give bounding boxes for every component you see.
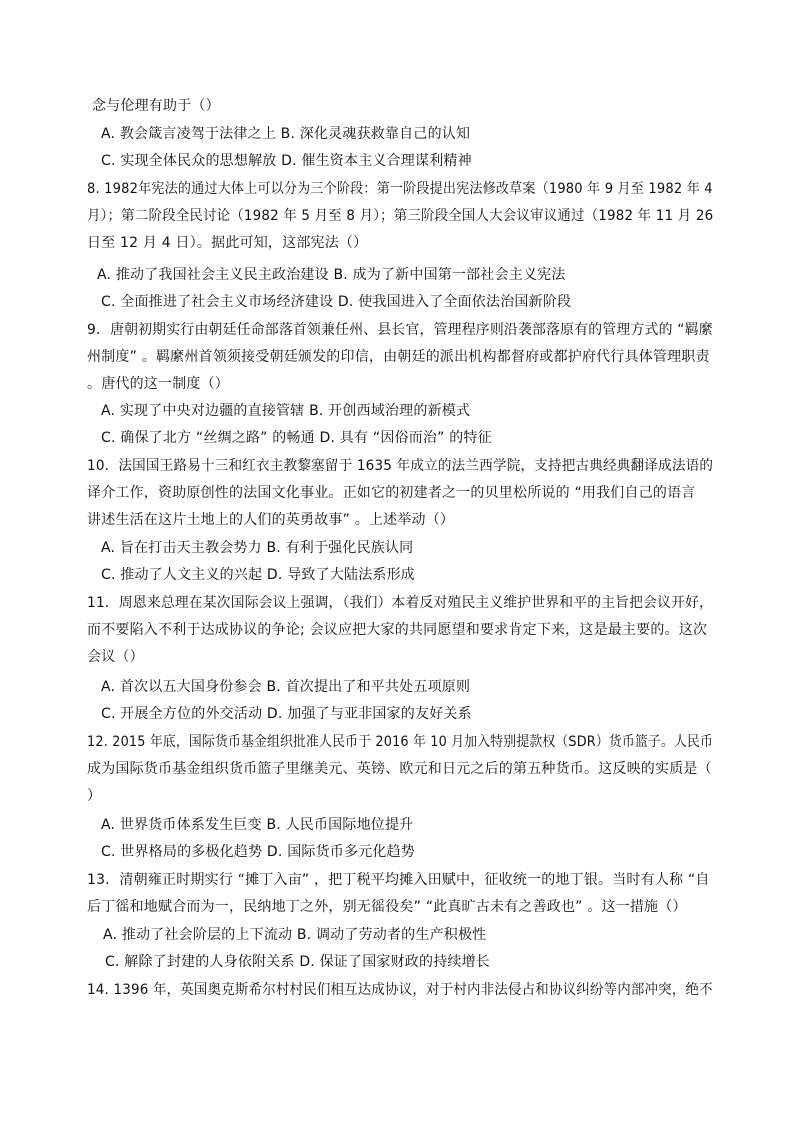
q12-stem-line3: ） (87, 788, 102, 804)
q11-stem-line1: 11．周恩来总理在某次国际会议上强调，（我们）本着反对殖民主义维护世界和平的主旨把会议开好， (87, 595, 714, 611)
q13-options-cd: C. 解除了封建的人身依附关系 D. 保证了国家财政的持续增长 (105, 954, 491, 970)
q10-options-cd: C. 推动了人文主义的兴起 D. 导致了大陆法系形成 (101, 567, 416, 583)
q11-options-ab: A. 首次以五大国身份参会 B. 首次提出了和平共处五项原则 (101, 679, 471, 695)
q9-options-cd: C. 确保了北方 “丝绸之路” 的畅通 D. 具有 “因俗而治” 的特征 (101, 430, 492, 446)
q11-options-cd: C. 开展全方位的外交活动 D. 加强了与亚非国家的友好关系 (101, 706, 472, 722)
q13-stem-line1: 13．清朝雍正时期实行 “摊丁入亩” ，把丁税平均摊入田赋中，征收统一的地丁银。当时有人称 “自 (87, 872, 710, 888)
q7-options-ab: A. 教会箴言凌驾于法律之上 B. 深化灵魂获救靠自己的认知 (101, 126, 471, 142)
q9-stem-line1: 9．唐朝初期实行由朝廷任命部落首领兼任州、县长官，管理程序则沿袭部落原有的管理方式的 “羁縻 (87, 322, 713, 338)
q12-stem-line2: 成为国际货币基金组织货币篮子里继美元、英镑、欧元和日元之后的第五种货币。这反映的实质是（ (87, 761, 712, 777)
q10-stem-line3: 讲述生活在这片土地上的人们的英勇故事” 。上述举动（） (87, 512, 455, 528)
q8-stem-line3: 日至 12 月 4 日）。据此可知，这部宪法（） (87, 235, 368, 251)
q11-stem-line3: 会议（） (87, 649, 144, 665)
q12-options-ab: A. 世界货币体系发生巨变 B. 人民币国际地位提升 (101, 817, 414, 833)
q10-stem-line1: 10．法国国王路易十三和红衣主教黎塞留于 1635 年成立的法兰西学院，支持把古典经典翻译成法语的 (87, 458, 714, 474)
q10-stem-line2: 译介工作，资助原创性的法国文化事业。正如它的初建者之一的贝里松所说的 “用我们自己的语言 (87, 485, 696, 501)
q10-options-ab: A. 旨在打击天主教会势力 B. 有利于强化民族认同 (101, 540, 414, 556)
q13-stem-line2: 后丁徭和地赋合而为一，民纳地丁之外，别无徭役矣” “此真旷古未有之善政也” 。这一措施（） (87, 899, 687, 915)
q8-options-cd: C. 全面推进了社会主义市场经济建设 D. 使我国进入了全面依法治国新阶段 (101, 294, 572, 310)
q14-stem-line1: 14. 1396 年，英国奥克斯希尔村村民们相互达成协议，对于村内非法侵占和协议纠纷等内部冲突，绝不 (87, 982, 713, 998)
q12-stem-line1: 12. 2015 年底，国际货币基金组织批准人民币于 2016 年 10 月加入特别提款权（SDR）货币篮子。人民币 (87, 734, 713, 750)
q11-stem-line2: 而不要陷入不利于达成协议的争论; 会议应把大家的共同愿望和要求肯定下来，这是最主要的。这次 (87, 622, 708, 638)
q9-stem-line2: 州制度” 。羁縻州首领须接受朝廷颁发的印信，由朝廷的派出机构都督府或都护府代行具体管理职责 (87, 349, 710, 365)
q7-stem-continuation: 念与伦理有助于（） (92, 98, 220, 114)
q13-options-ab: A. 推动了社会阶层的上下流动 B. 调动了劳动者的生产积极性 (103, 927, 487, 943)
q7-options-cd: C. 实现全体民众的思想解放 D. 催生资本主义合理谋利精神 (101, 153, 472, 169)
q8-stem-line1: 8. 1982年宪法的通过大体上可以分为三个阶段：第一阶段提出宪法修改草案（1980 年 9 月至 1982 年 4 (87, 181, 713, 197)
q12-options-cd: C. 世界格局的多极化趋势 D. 国际货币多元化趋势 (101, 844, 416, 860)
q9-options-ab: A. 实现了中央对边疆的直接管辖 B. 开创西域治理的新模式 (101, 403, 471, 419)
q9-stem-line3: 。唐代的这一制度（） (87, 376, 229, 392)
q8-options-ab: A. 推动了我国社会主义民主政治建设 B. 成为了新中国第一部社会主义宪法 (97, 267, 566, 283)
q8-stem-line2: 月）；第二阶段全民讨论（1982 年 5 月至 8 月）；第三阶段全国人大会议审议通过（1982 年 11 月 26 (87, 208, 714, 224)
